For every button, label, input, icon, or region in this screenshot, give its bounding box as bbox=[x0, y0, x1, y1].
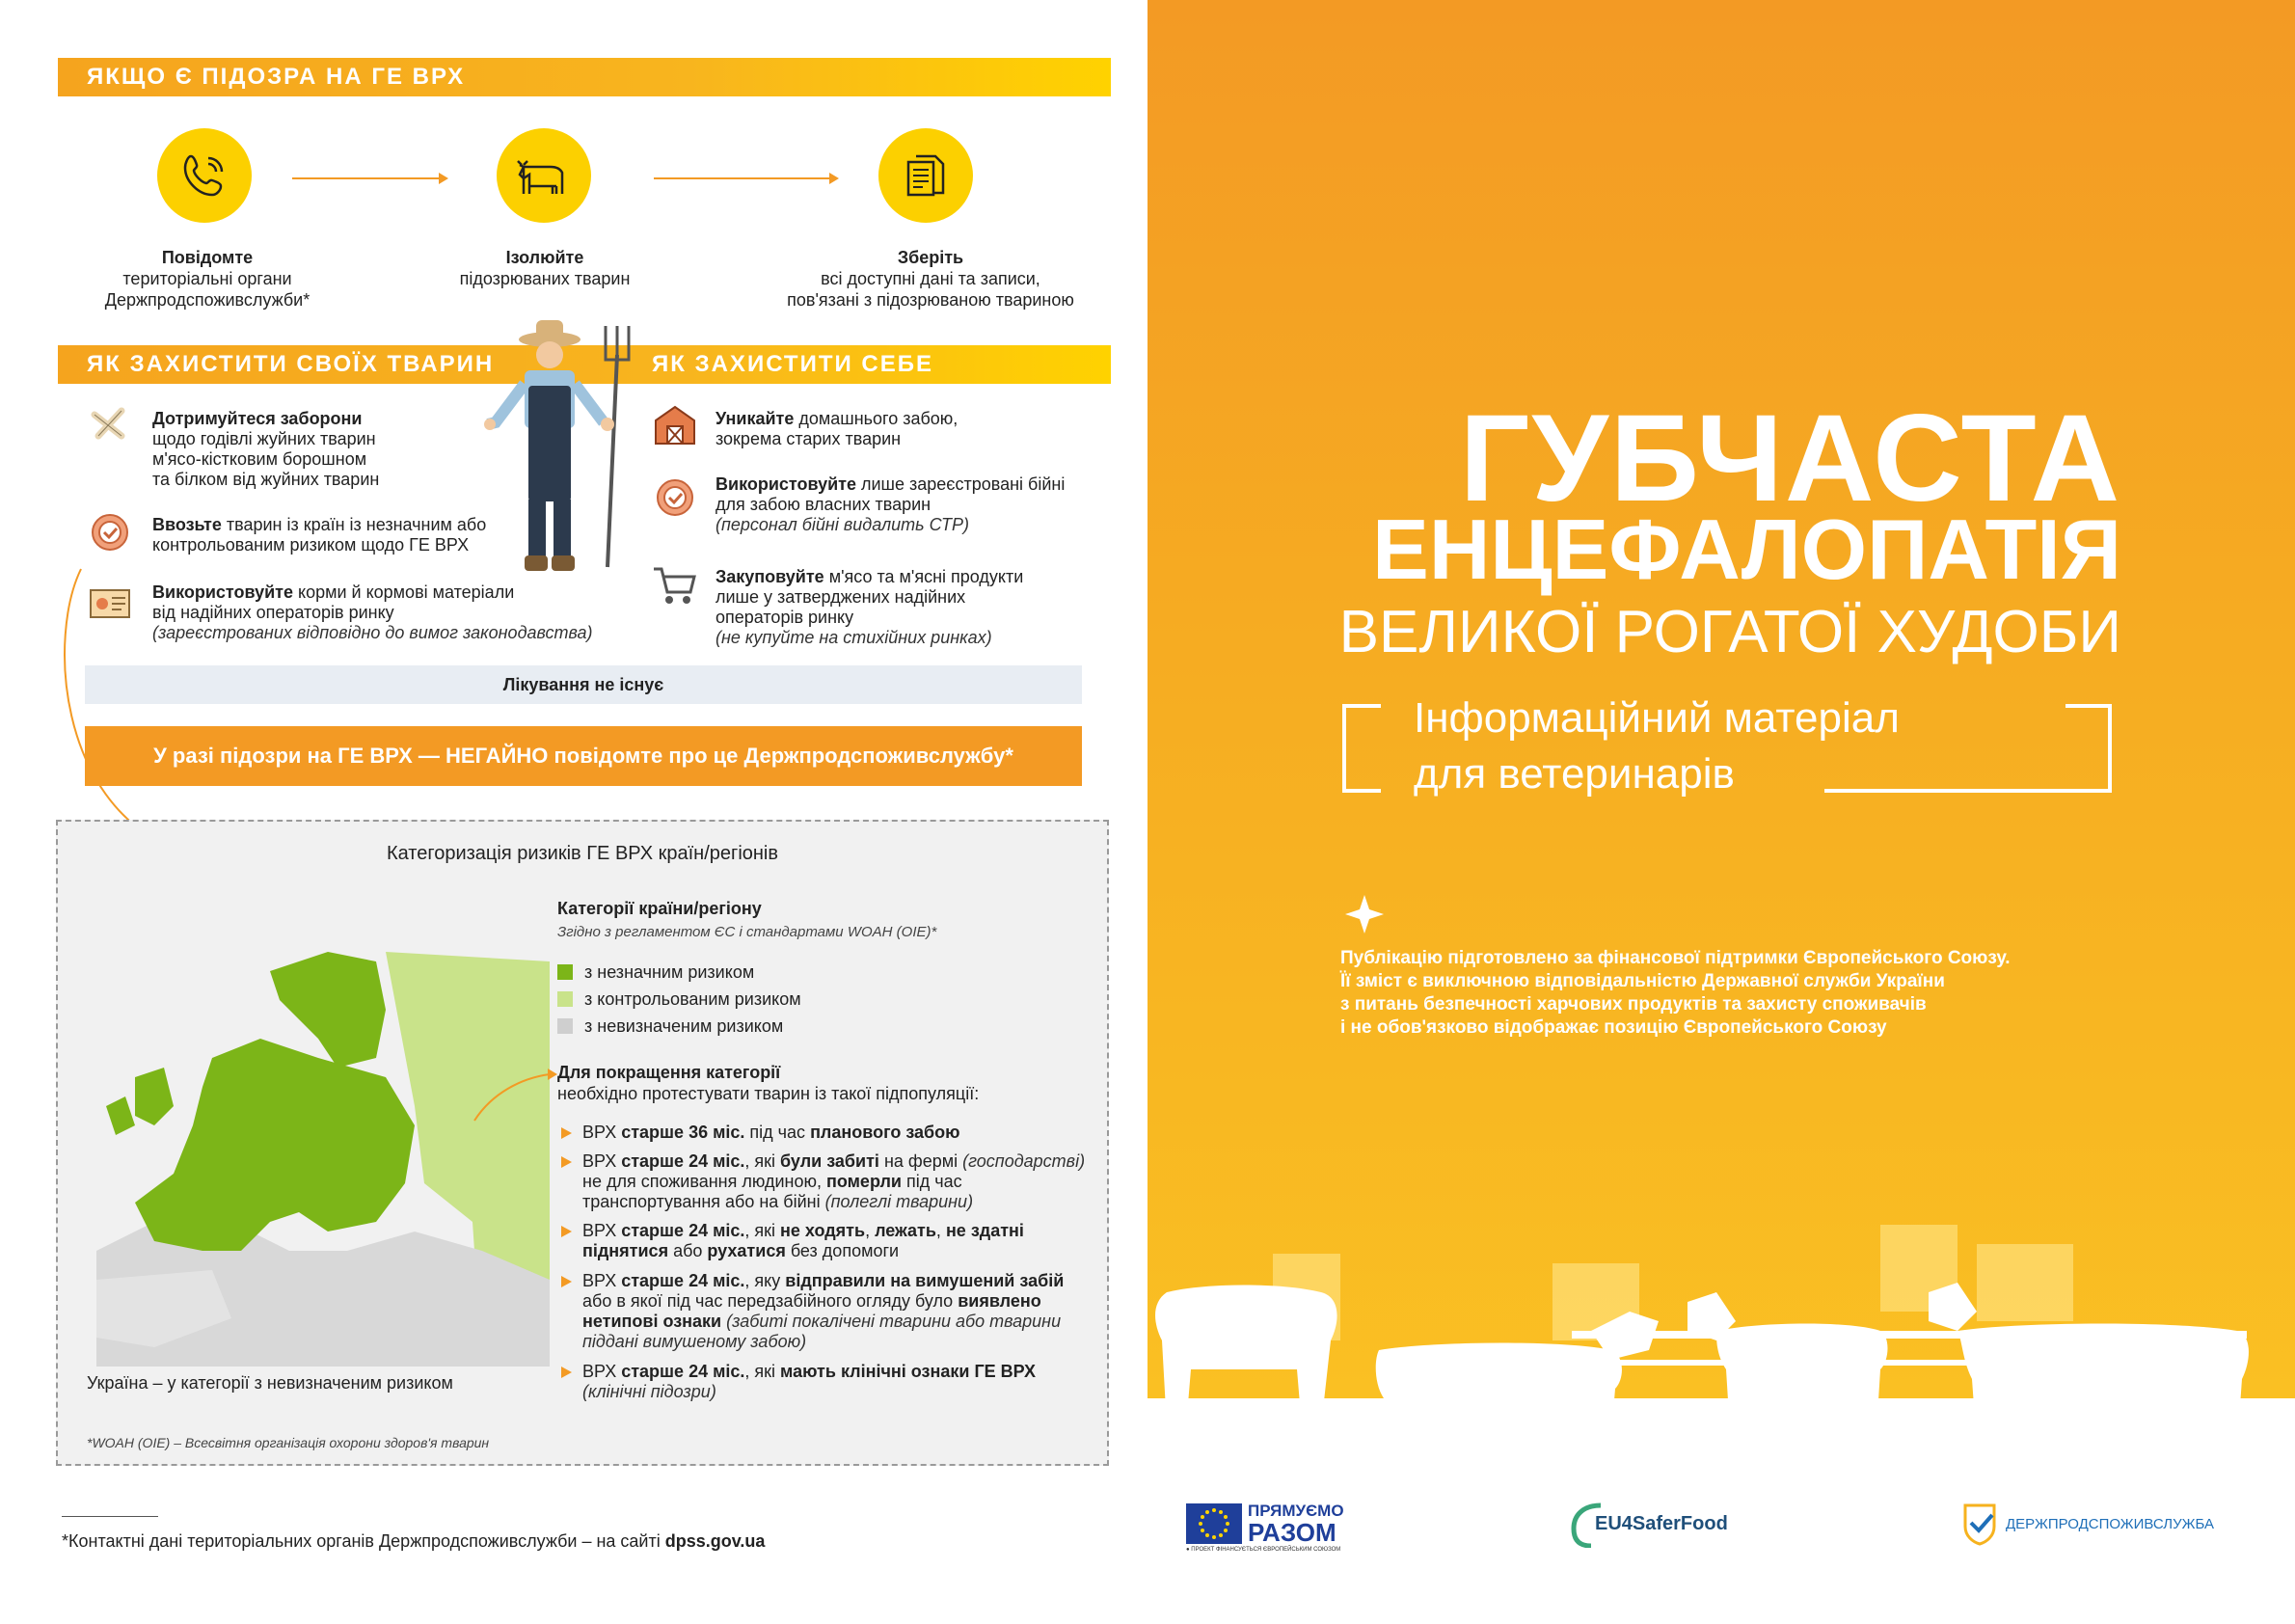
footnote-divider bbox=[62, 1516, 158, 1517]
certificate-badge-icon bbox=[87, 509, 133, 555]
step-collect: Зберіть всі доступні дані та записи, пов'язані з підозрюваною твариною bbox=[787, 248, 1074, 310]
publication-disclaimer: Публікацію підготовлено за фінансової підтримки Європейського Союзу. Її зміст є виключною відповідальністю Державної служби України з питань безпечності харчових продуктів та захисту споживачів і не обов'язково відображає позицію Європейського Союзу bbox=[1340, 948, 2011, 1038]
legend-swatch bbox=[557, 1018, 573, 1034]
cover-title-line1: ГУБЧАСТА bbox=[1459, 390, 2121, 528]
map-callout-arrow bbox=[472, 1065, 559, 1123]
bullet-item: ВРХ старше 24 міс., які мають клінічні ознаки ГЕ ВРХ (клінічні підозри) bbox=[561, 1362, 1036, 1402]
legend-item-negligible: з незначним ризиком bbox=[557, 962, 754, 983]
item-registered-slaughterhouse: Використовуйте лише зареєстровані бійні для забою власних тварин (персонал бійні видалить СТР) bbox=[716, 474, 1066, 534]
item-feed-ban: Дотримуйтеся заборони щодо годівлі жуйних тварин м'ясо-кістковим борошном та білком від жуйних тварин bbox=[152, 409, 380, 489]
legend-swatch bbox=[557, 964, 573, 980]
dpss-logo: ДЕРЖПРОДСПОЖИВСЛУЖБА bbox=[1961, 1490, 2214, 1557]
page-footnote: *Контактні дані територіальних органів Держпродспоживслужби – на сайті dpss.gov.ua bbox=[62, 1531, 766, 1551]
europe-risk-map bbox=[96, 933, 550, 1367]
eu-flag-icon bbox=[1186, 1503, 1242, 1544]
phone-icon bbox=[157, 128, 252, 223]
subtitle-line2: для ветеринарів bbox=[1414, 750, 1735, 798]
legend-title: Категорії країни/регіону bbox=[557, 899, 762, 918]
flow-arrow bbox=[654, 177, 837, 179]
bullet-item: ВРХ старше 24 міс., яку відправили на вимушений забій або в якої під час передзабійного огляду було виявлено нетипові ознаки (забиті покалічені тварини або тварини піддані вимушеному забою) bbox=[561, 1271, 1064, 1352]
bullet-item: ВРХ старше 24 міс., які не ходять, лежать, не здатні піднятися або рухатися без допомоги bbox=[561, 1221, 1024, 1261]
item-avoid-home-slaughter: Уникайте домашнього забою, зокрема старих тварин bbox=[716, 409, 958, 448]
cover-subtitle bbox=[1342, 694, 2114, 798]
step-notify: Повідомте територіальні органи Держпродспоживслужби* bbox=[104, 248, 310, 310]
eu4saferfood-logo: EU4SaferFood bbox=[1570, 1490, 1728, 1557]
improve-subtitle: необхідно протестувати тварин із такої підпопуляції: bbox=[557, 1084, 980, 1103]
ukraine-note: Україна – у категорії з невизначеним ризиком bbox=[87, 1373, 453, 1393]
bullet-item: ВРХ старше 24 міс., які були забиті на фермі (господарстві) не для споживання людиною, померли під час транспортування або на бійні (полеглі тварини) bbox=[561, 1151, 1085, 1212]
map-footnote: *WOAH (OIE) – Всесвітня організація охорони здоров'я тварин bbox=[87, 1435, 490, 1450]
subtitle-line1: Інформаційний матеріал bbox=[1414, 694, 1900, 742]
map-title: Категоризація ризиків ГЕ ВРХ країн/регіонів bbox=[386, 843, 779, 864]
cover-title-line2: ЕНЦЕФАЛОПАТІЯ bbox=[1372, 501, 2121, 597]
item-feed-sources: Використовуйте корми й кормові матеріали від надійних операторів ринку (зареєстрованих відповідно до вимог законодавства) bbox=[152, 582, 593, 642]
legend-item-controlled: з контрольованим ризиком bbox=[557, 989, 801, 1010]
slaughterhouse-icon bbox=[652, 401, 698, 447]
step-isolate: Ізолюйте підозрюваних тварин bbox=[459, 248, 631, 288]
cover-title-line3: ВЕЛИКОЇ РОГАТОЇ ХУДОБИ bbox=[1338, 599, 2121, 665]
bullet-item: ВРХ старше 36 міс. під час планового забою bbox=[561, 1123, 960, 1143]
star-ornament-icon bbox=[1345, 895, 1384, 934]
item-import: Ввозьте тварин із країн із незначним або контрольованим ризиком щодо ГЕ ВРХ bbox=[152, 515, 487, 555]
legend-swatch bbox=[557, 991, 573, 1007]
no-treatment-notice: Лікування не існує bbox=[85, 665, 1082, 704]
item-buy-meat: Закуповуйте м'ясо та м'ясні продукти лише у затверджених надійних операторів ринку (не купуйте на стихійних ринках) bbox=[716, 567, 1024, 647]
dpss-shield-icon bbox=[1961, 1502, 1998, 1546]
documents-icon bbox=[878, 128, 973, 223]
section-header-protect: ЯК ЗАХИСТИТИ СВОЇХ ТВАРИН ЯК ЗАХИСТИТИ СЕБЕ bbox=[58, 345, 1111, 384]
urgent-report-banner: У разі підозри на ГЕ ВРХ — НЕГАЙНО повідомте про це Держпродспоживслужбу* bbox=[85, 726, 1082, 786]
risk-map-panel bbox=[56, 820, 1109, 1466]
flow-arrow bbox=[292, 177, 446, 179]
dpss-link[interactable]: dpss.gov.ua bbox=[664, 1531, 766, 1551]
improve-title: Для покращення категорії bbox=[557, 1063, 781, 1082]
eu-logo: ПРЯМУЄМО РАЗОМ bbox=[1186, 1490, 1344, 1557]
cow-icon bbox=[497, 128, 591, 223]
shopping-cart-icon bbox=[652, 561, 698, 608]
eu-logo-caption: ● ПРОЕКТ ФІНАНСУЄТЬСЯ ЄВРОПЕЙСЬКИМ СОЮЗОМ bbox=[1186, 1547, 1341, 1553]
legend-item-undetermined: з невизначеним ризиком bbox=[557, 1016, 783, 1037]
legend-subtitle: Згідно з регламентом ЄС і стандартами WOAH (OIE)* bbox=[557, 924, 937, 940]
bone-icon bbox=[87, 401, 133, 447]
registered-badge-icon bbox=[652, 474, 698, 521]
cover-page bbox=[1148, 0, 2295, 1624]
section-header-suspicion: ЯКЩО Є ПІДОЗРА НА ГЕ ВРХ bbox=[58, 58, 1111, 96]
